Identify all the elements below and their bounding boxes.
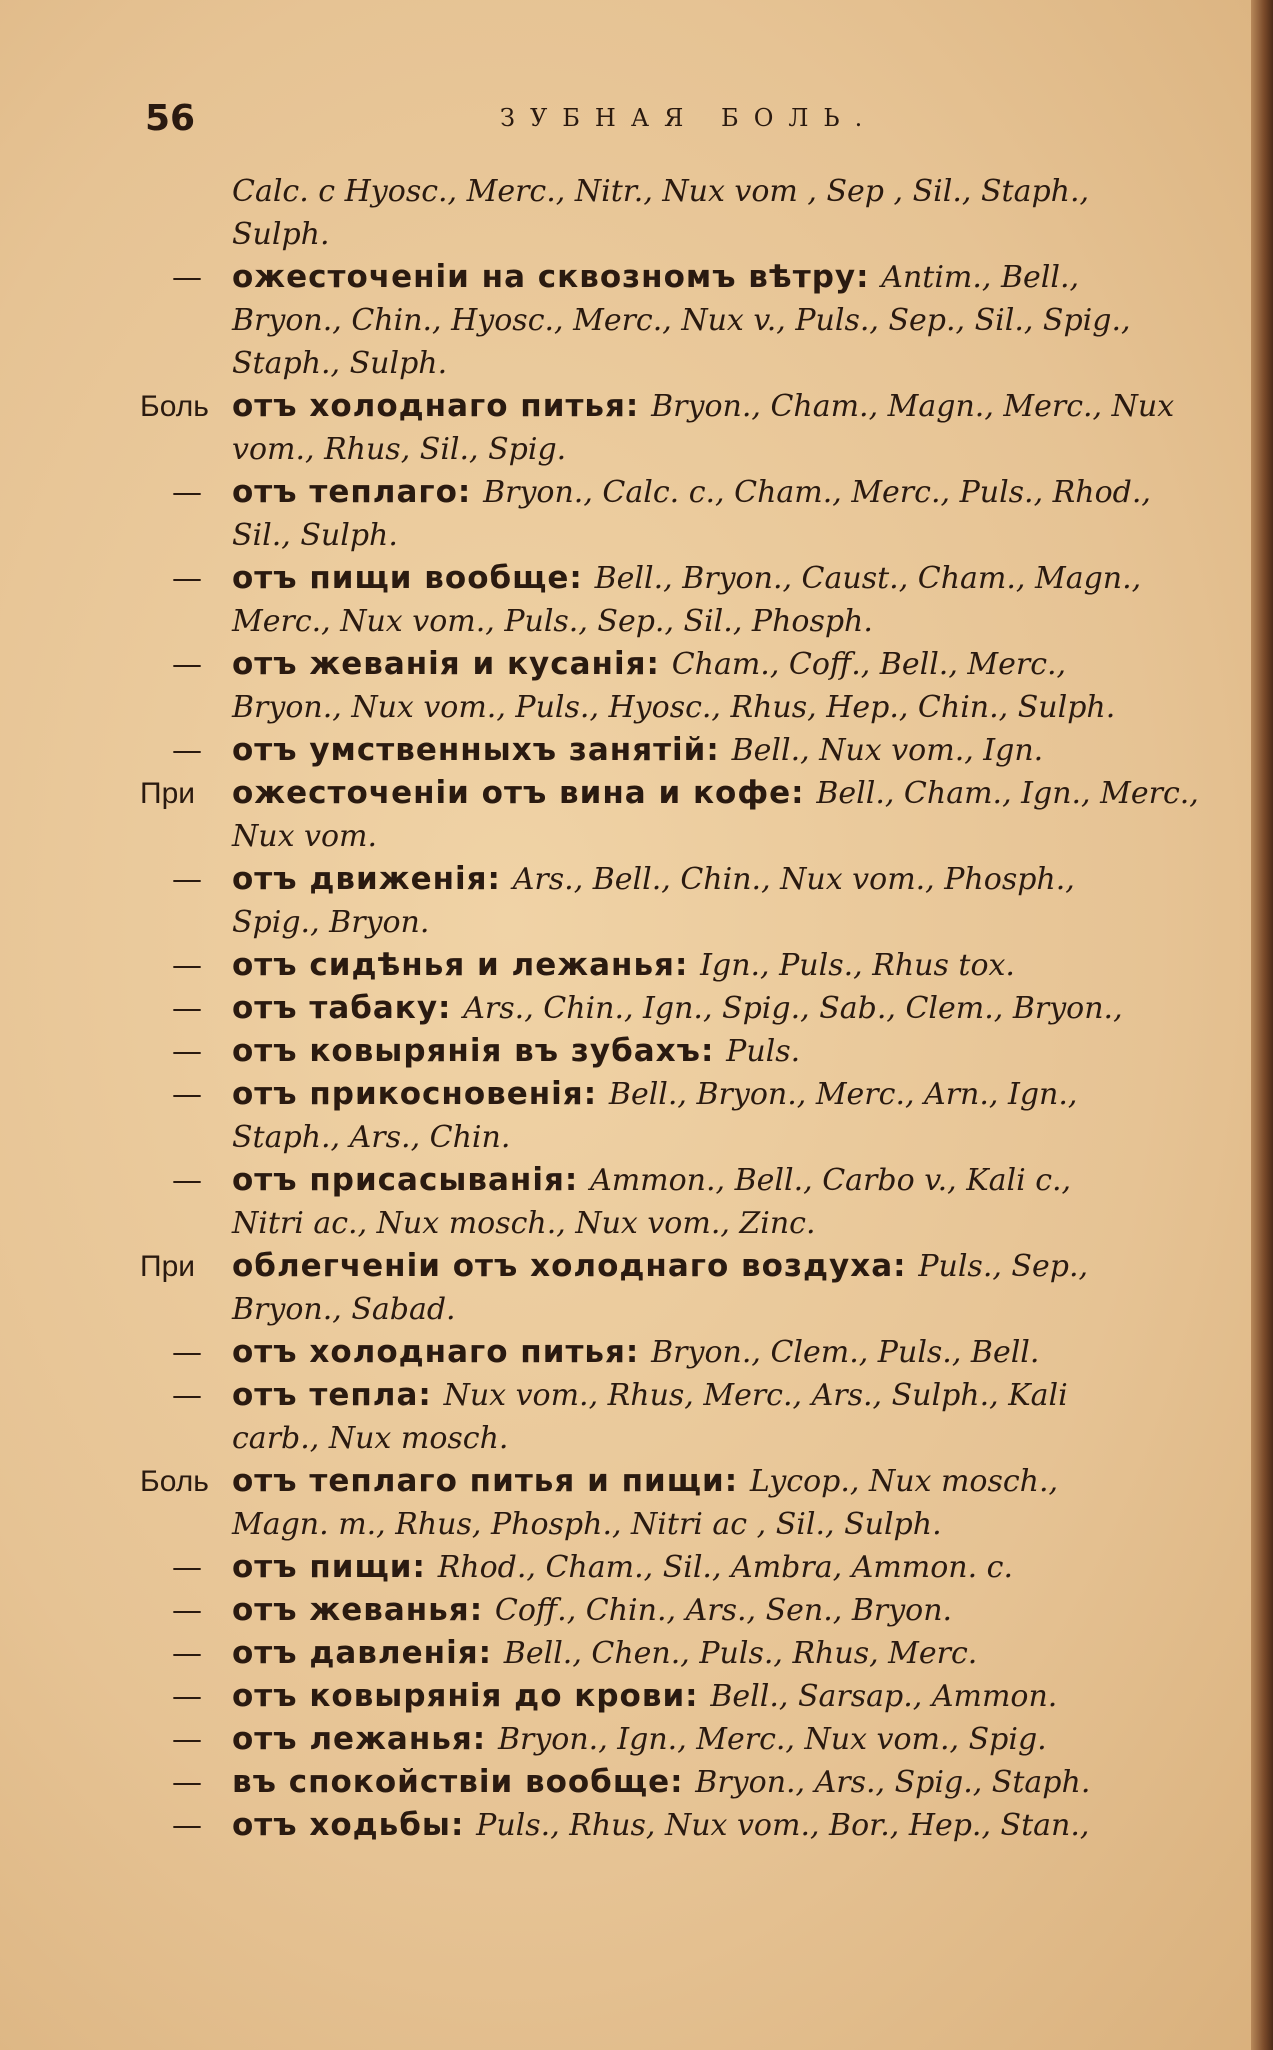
remedy-list: Rhod., Cham., Sil., Ambra, Ammon. c.	[437, 1550, 1014, 1585]
remedy-list: Puls.	[726, 1034, 801, 1069]
entry-text	[232, 600, 1200, 643]
text-line	[0, 686, 1240, 729]
text-line	[0, 256, 1240, 299]
condition-heading: отъ ковырянія въ зубахъ:	[232, 1033, 727, 1069]
text-line	[0, 299, 1240, 342]
entry-text	[232, 987, 1200, 1030]
condition-heading: отъ холоднаго питья:	[232, 1334, 652, 1370]
entry-dash: —	[172, 1636, 202, 1671]
entry-dash: —	[172, 1679, 202, 1714]
condition-heading: отъ умственныхъ занятій:	[232, 732, 732, 768]
remedy-list: Calc. c Hyosc., Merc., Nitr., Nux vom , Sep , Sil., Staph.,	[232, 174, 1090, 209]
text-line	[0, 600, 1240, 643]
condition-heading: отъ сидѣнья и лежанья:	[232, 947, 701, 983]
condition-heading: отъ прикосновенія:	[232, 1076, 609, 1112]
entry-dash: —	[172, 647, 202, 682]
page-number: 56	[145, 98, 196, 139]
entry-lead-word: Боль	[140, 1465, 209, 1498]
remedy-list: Bell., Bryon., Merc., Arn., Ign.,	[608, 1077, 1078, 1112]
entry-dash: —	[172, 733, 202, 768]
text-line	[0, 944, 1240, 987]
remedy-list: Bell., Bryon., Caust., Cham., Magn.,	[594, 561, 1142, 596]
text-line	[0, 1030, 1240, 1073]
entry-text	[232, 557, 1200, 600]
condition-heading: отъ холоднаго питья:	[232, 388, 652, 424]
remedy-list: Cham., Coff., Bell., Merc.,	[671, 647, 1067, 682]
entry-dash: —	[172, 260, 202, 295]
entry-text	[232, 514, 1200, 557]
entry-text	[232, 815, 1200, 858]
entry-text	[232, 1761, 1200, 1804]
text-line	[0, 170, 1240, 213]
remedy-list: Bryon., Nux vom., Puls., Hyosc., Rhus, Hep., Chin., Sulph.	[232, 690, 1116, 725]
remedy-list: Lycop., Nux mosch.,	[749, 1464, 1059, 1499]
entry-text	[232, 944, 1200, 987]
entry-lead-word: При	[140, 777, 196, 810]
entry-text	[232, 1460, 1200, 1503]
entry-dash: —	[172, 475, 202, 510]
remedy-list: Coff., Chin., Ars., Sen., Bryon.	[494, 1593, 953, 1628]
entry-dash: —	[172, 1163, 202, 1198]
condition-heading: въ спокойствіи вообще:	[232, 1764, 696, 1800]
entry-text	[232, 1546, 1200, 1589]
remedy-list: Puls., Rhus, Nux vom., Bor., Hep., Stan.,	[476, 1808, 1090, 1843]
text-line	[0, 1288, 1240, 1331]
remedy-list: Bryon., Cham., Magn., Merc., Nux	[651, 389, 1175, 424]
text-line	[0, 342, 1240, 385]
condition-heading: отъ лежанья:	[232, 1721, 498, 1757]
entry-lead-word: При	[140, 1250, 196, 1283]
entry-dash: —	[172, 1378, 202, 1413]
text-line	[0, 1331, 1240, 1374]
entry-dash: —	[172, 1335, 202, 1370]
remedy-list: Ammon., Bell., Carbo v., Kali c.,	[590, 1163, 1072, 1198]
entry-text	[232, 1417, 1200, 1460]
entry-text	[232, 471, 1200, 514]
entry-dash: —	[172, 1034, 202, 1069]
condition-heading: отъ табаку:	[232, 990, 464, 1026]
entry-text	[232, 1374, 1200, 1417]
condition-heading: отъ теплаго питья и пищи:	[232, 1463, 750, 1499]
remedy-list: Nux vom.	[232, 819, 378, 854]
entry-text	[232, 170, 1200, 213]
remedy-list: Bryon., Ars., Spig., Staph.	[695, 1765, 1091, 1800]
remedy-list: Ars., Bell., Chin., Nux vom., Phosph.,	[512, 862, 1075, 897]
text-line	[0, 1718, 1240, 1761]
remedy-list: Sulph.	[232, 217, 330, 252]
remedy-list: Antim., Bell.,	[881, 260, 1080, 295]
text-line	[0, 428, 1240, 471]
entry-text	[232, 1288, 1200, 1331]
text-line	[0, 772, 1240, 815]
remedy-list: Nitri ac., Nux mosch., Nux vom., Zinc.	[232, 1206, 816, 1241]
entry-text	[232, 1804, 1200, 1847]
remedy-list: vom., Rhus, Sil., Spig.	[232, 432, 567, 467]
text-line	[0, 1417, 1240, 1460]
text-line	[0, 1546, 1240, 1589]
text-line	[0, 514, 1240, 557]
text-line	[0, 1503, 1240, 1546]
remedy-list: Magn. m., Rhus, Phosph., Nitri ac , Sil., Sulph.	[232, 1507, 942, 1542]
condition-heading: ожесточеніи на сквозномъ вѣтру:	[232, 259, 882, 295]
entry-text	[232, 901, 1200, 944]
entry-lead-word: Боль	[140, 390, 209, 423]
entry-text	[232, 1030, 1200, 1073]
entry-dash: —	[172, 862, 202, 897]
text-line	[0, 1632, 1240, 1675]
text-line	[0, 1460, 1240, 1503]
condition-heading: отъ пищи:	[232, 1549, 438, 1585]
remedy-list: Ars., Chin., Ign., Spig., Sab., Clem., Bryon.,	[463, 991, 1123, 1026]
text-body	[0, 170, 1240, 1847]
condition-heading: отъ движенія:	[232, 861, 513, 897]
page-header	[145, 98, 1205, 148]
entry-dash: —	[172, 1550, 202, 1585]
entry-text	[232, 772, 1200, 815]
text-line	[0, 1073, 1240, 1116]
condition-heading: отъ тепла:	[232, 1377, 444, 1413]
entry-text	[232, 1159, 1200, 1202]
remedy-list: Bell., Cham., Ign., Merc.,	[816, 776, 1199, 811]
entry-text	[232, 385, 1200, 428]
condition-heading: отъ жеванья:	[232, 1592, 495, 1628]
text-line	[0, 1202, 1240, 1245]
remedy-list: Bell., Nux vom., Ign.	[731, 733, 1044, 768]
entry-text	[232, 686, 1200, 729]
text-line	[0, 987, 1240, 1030]
entry-text	[232, 256, 1200, 299]
text-line	[0, 471, 1240, 514]
remedy-list: Staph., Ars., Chin.	[232, 1120, 511, 1155]
remedy-list: Spig., Bryon.	[232, 905, 430, 940]
text-line	[0, 1245, 1240, 1288]
text-line	[0, 557, 1240, 600]
remedy-list: carb., Nux mosch.	[232, 1421, 509, 1456]
entry-text	[232, 1632, 1200, 1675]
remedy-list: Bryon., Ign., Merc., Nux vom., Spig.	[497, 1722, 1047, 1757]
text-line	[0, 1804, 1240, 1847]
entry-dash: —	[172, 1593, 202, 1628]
entry-dash: —	[172, 1808, 202, 1843]
entry-text	[232, 1503, 1200, 1546]
text-line	[0, 1589, 1240, 1632]
entry-text	[232, 299, 1200, 342]
entry-text	[232, 213, 1200, 256]
entry-text	[232, 643, 1200, 686]
text-line	[0, 385, 1240, 428]
entry-dash: —	[172, 1765, 202, 1800]
remedy-list: Merc., Nux vom., Puls., Sep., Sil., Phosph.	[232, 604, 873, 639]
remedy-list: Nux vom., Rhus, Merc., Ars., Sulph., Kali	[443, 1378, 1068, 1413]
condition-heading: отъ пищи вообще:	[232, 560, 595, 596]
remedy-list: Ign., Puls., Rhus tox.	[700, 948, 1015, 983]
remedy-list: Sil., Sulph.	[232, 518, 398, 553]
entry-dash: —	[172, 1722, 202, 1757]
condition-heading: облегченіи отъ холоднаго воздуха:	[232, 1248, 919, 1284]
entry-text	[232, 1718, 1200, 1761]
entry-text	[232, 342, 1200, 385]
entry-text	[232, 1331, 1200, 1374]
entry-text	[232, 729, 1200, 772]
text-line	[0, 901, 1240, 944]
condition-heading: отъ давленія:	[232, 1635, 504, 1671]
remedy-list: Bryon., Clem., Puls., Bell.	[651, 1335, 1040, 1370]
entry-text	[232, 1675, 1200, 1718]
entry-text	[232, 1589, 1200, 1632]
text-line	[0, 643, 1240, 686]
text-line	[0, 815, 1240, 858]
condition-heading: отъ теплаго:	[232, 474, 484, 510]
text-line	[0, 858, 1240, 901]
entry-dash: —	[172, 561, 202, 596]
entry-dash: —	[172, 991, 202, 1026]
condition-heading: отъ ковырянія до крови:	[232, 1678, 711, 1714]
running-title: ЗУБНАЯ БОЛЬ.	[500, 104, 878, 132]
entry-text	[232, 1116, 1200, 1159]
condition-heading: ожесточеніи отъ вина и кофе:	[232, 775, 817, 811]
remedy-list: Bryon., Calc. c., Cham., Merc., Puls., Rhod.,	[483, 475, 1151, 510]
entry-text	[232, 1202, 1200, 1245]
text-line	[0, 1374, 1240, 1417]
remedy-list: Bell., Chen., Puls., Rhus, Merc.	[503, 1636, 978, 1671]
book-spine-edge	[1251, 0, 1273, 2050]
remedy-list: Staph., Sulph.	[232, 346, 448, 381]
remedy-list: Bryon., Sabad.	[232, 1292, 456, 1327]
text-line	[0, 1675, 1240, 1718]
text-line	[0, 1761, 1240, 1804]
remedy-list: Puls., Sep.,	[918, 1249, 1089, 1284]
remedy-list: Bell., Sarsap., Ammon.	[710, 1679, 1058, 1714]
entry-text	[232, 1073, 1200, 1116]
text-line	[0, 213, 1240, 256]
entry-text	[232, 1245, 1200, 1288]
text-line	[0, 729, 1240, 772]
entry-dash: —	[172, 1077, 202, 1112]
condition-heading: отъ ходьбы:	[232, 1807, 477, 1843]
condition-heading: отъ жеванія и кусанія:	[232, 646, 672, 682]
remedy-list: Bryon., Chin., Hyosc., Merc., Nux v., Puls., Sep., Sil., Spig.,	[232, 303, 1131, 338]
entry-text	[232, 858, 1200, 901]
condition-heading: отъ присасыванія:	[232, 1162, 591, 1198]
text-line	[0, 1159, 1240, 1202]
entry-text	[232, 428, 1200, 471]
entry-dash: —	[172, 948, 202, 983]
text-line	[0, 1116, 1240, 1159]
